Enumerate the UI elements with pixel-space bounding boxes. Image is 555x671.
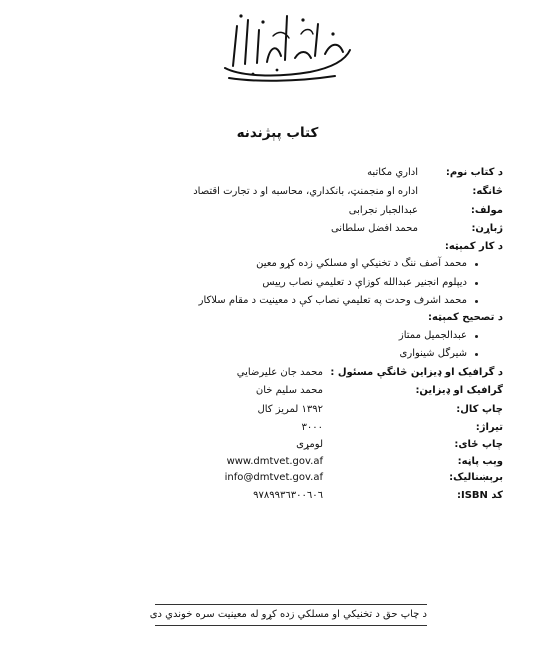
- work-committee-member: محمد اشرف وحدت په تعليمي نصاب کې د معينيت د مقام سلاکار: [198, 295, 467, 306]
- work-committee-member: ديپلوم انجنير عبدالله کوزاې د تعليمي نصاب رييس: [262, 277, 467, 288]
- graphics-head-label: د گرافيک او ډيزاين څانگې مسئول :: [330, 367, 503, 378]
- bullet-icon: [475, 282, 478, 285]
- graphics-designer-label: گرافيک او ډيزاين:: [415, 385, 503, 396]
- field-value: اداره او منجمنټ، بانکداري، محاسبه او د تجارت اقتصاد: [193, 186, 418, 197]
- work-committee-label: د کار کمېټه:: [444, 241, 503, 252]
- bismillah-calligraphy-icon: [215, 6, 355, 84]
- isbn-value: ۹۷۸۹۹۳٦۳۰۰٦۰٦: [253, 490, 323, 501]
- graphics-designer-value: محمد سلیم خان: [255, 385, 323, 396]
- print-year-value: ۱۳۹۲ لمریز کال: [257, 404, 323, 415]
- bullet-icon: [475, 263, 478, 266]
- circulation-label: تيراژ:: [475, 422, 503, 433]
- review-committee-label: د تصحيح کمېټه:: [428, 312, 503, 323]
- translator-value: محمد افضل سلطانی: [330, 223, 418, 234]
- circulation-value: ۳۰۰۰: [301, 422, 323, 433]
- work-committee-member: محمد آصف ننگ د تخنيکي او مسلکي زده کړو معين: [256, 258, 467, 269]
- print-place-value: لومړی: [296, 439, 323, 450]
- field-label: څانگه:: [472, 186, 503, 197]
- review-committee-member: عبدالجمیل ممتاز: [398, 330, 467, 341]
- translator-label: ژباړن:: [471, 223, 503, 234]
- bullet-icon: [475, 335, 478, 338]
- book-name-label: د کتاب نوم:: [445, 167, 503, 178]
- website-label: وېب پاڼه:: [457, 456, 503, 467]
- graphics-head-value: محمد جان علیرضایي: [236, 367, 323, 378]
- bullet-icon: [475, 353, 478, 356]
- email-value: info@dmtvet.gov.af: [224, 472, 323, 483]
- website-value: www.dmtvet.gov.af: [226, 456, 323, 467]
- author-value: عبدالجبار نجرابی: [348, 205, 418, 216]
- email-label: برېښناليک:: [449, 472, 503, 483]
- page-title: کتاب پېژندنه: [236, 125, 319, 141]
- isbn-label: کد ISBN:: [457, 490, 503, 501]
- author-label: مولف:: [470, 205, 503, 216]
- bullet-icon: [475, 300, 478, 303]
- print-year-label: چاپ کال:: [456, 404, 503, 415]
- print-place-label: چاپ ځای:: [454, 439, 503, 450]
- book-name-value: اداري مکاتبه: [367, 167, 418, 178]
- copyright-note: د چاپ حق د تخنيکي او مسلکي زده کړو له معينيت سره خوندي دی: [155, 604, 427, 626]
- review-committee-member: شیرگل شینواری: [399, 348, 467, 359]
